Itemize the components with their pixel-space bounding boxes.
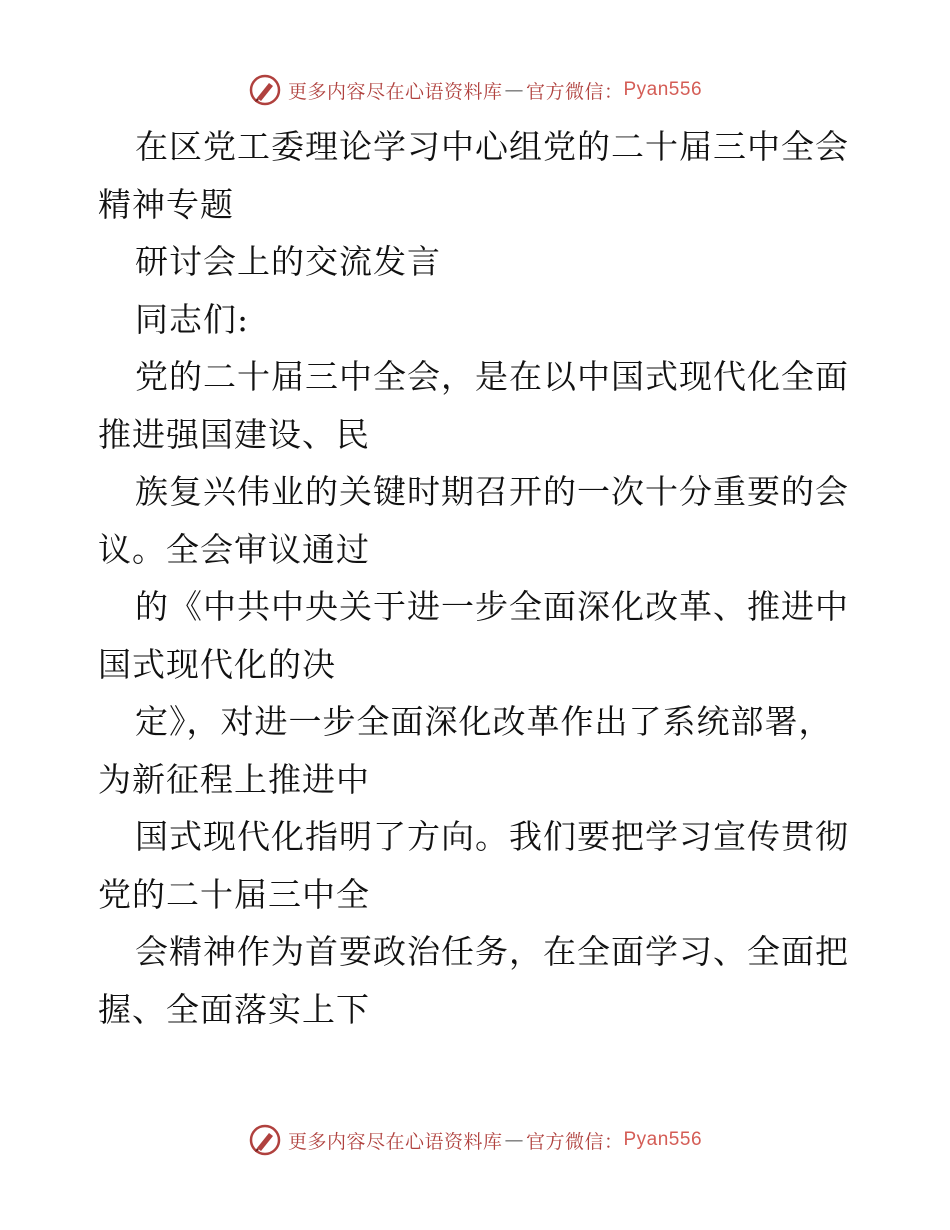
document-line: 为新征程上推进中 [98,759,370,799]
footer-watermark-banner [0,1120,950,1160]
document-line: 同志们: [135,299,250,339]
document-line: 研讨会上的交流发言 [135,242,441,281]
document-line: 的《中共中央关于进一步全面深化改革、推进中 [135,587,849,626]
banner-wechat-id: Pyan556 [623,79,703,100]
banner-wechat-id: Pyan556 [623,1129,703,1150]
document-line: 定》，对进一步全面深化改革作出了系统部署， [135,702,833,741]
pen-circle-logo-icon [248,1123,282,1157]
document-line: 握、全面落实上下 [98,989,370,1029]
document-line: 党的二十届三中全 [98,874,370,914]
document-line: 国式现代化的决 [98,644,336,684]
document-line: 党的二十届三中全会，是在以中国式现代化全面 [135,357,849,396]
pen-circle-logo-icon [248,73,282,107]
document-line: 国式现代化指明了方向。我们要把学习宣传贯彻 [135,817,849,856]
banner-text: 更多内容尽在心语资料库 [287,1130,503,1153]
document-line: 族复兴伟业的关键时期召开的一次十分重要的会 [135,472,849,511]
document-body [98,118,858,1038]
header-watermark-banner [0,70,950,110]
document-line: 精神专题 [98,184,234,224]
banner-separator: — [504,79,524,101]
banner-wechat-label: 官方微信： [525,80,624,103]
document-line: 会精神作为首要政治任务，在全面学习、全面把 [135,932,849,971]
banner-wechat-label: 官方微信： [525,1130,624,1153]
banner-text: 更多内容尽在心语资料库 [287,80,503,103]
document-line: 推进强国建设、民 [98,414,370,454]
document-line: 议。全会审议通过 [98,529,370,569]
banner-separator: — [504,1129,524,1151]
document-line: 在区党工委理论学习中心组党的二十届三中全会 [135,127,849,166]
